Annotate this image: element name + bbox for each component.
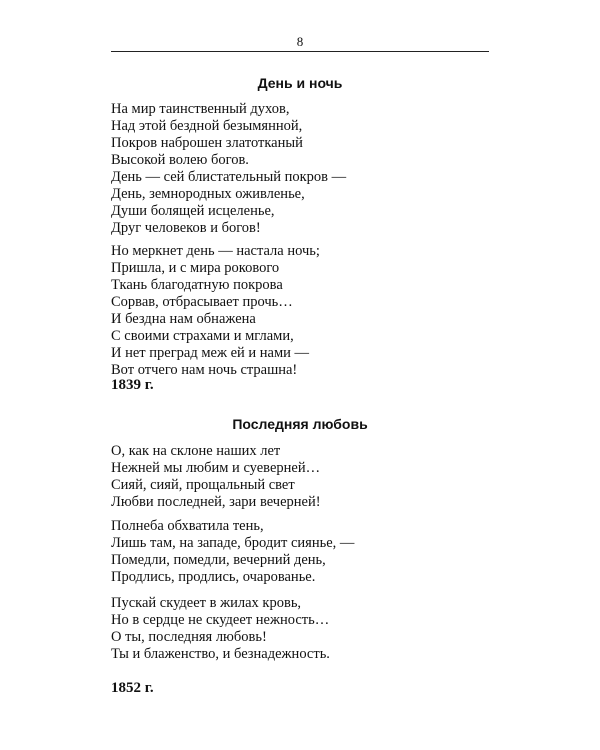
poem-2-stanza-2 [111,518,354,586]
poem-1-stanza-1 [111,101,346,237]
poem-line: О, как на склоне наших лет [111,443,281,459]
poem-line: И нет преград меж ей и нами — [111,345,310,361]
poem-line: И бездна нам обнажена [111,311,256,327]
page-number: 8 [296,34,304,49]
poem-line: С своими страхами и мглами, [111,328,294,344]
poem-line: О ты, последняя любовь! [111,629,267,645]
poem-line: День — сей блистательный покров — [111,169,347,185]
poem-2-stanza-1 [111,443,321,511]
header-rule [111,51,489,52]
poem-line: Но в сердце не скудеет нежность… [111,612,330,628]
poem-line: Продлись, продлись, очарованье. [111,569,316,585]
poem-line: На мир таинственный духов, [111,101,290,117]
poem-2-stanza-3 [111,595,330,663]
poem-line: Пускай скудеет в жилах кровь, [111,595,302,611]
poem-title-last-love: Последняя любовь [232,416,368,432]
poem-line: Помедли, помедли, вечерний день, [111,552,326,568]
poem-line: Ткань благодатную покрова [111,277,283,293]
poem-line: Души болящей исцеленье, [111,203,275,219]
poem-line: Нежней мы любим и суеверней… [111,460,321,476]
poem-line: Сияй, сияй, прощальный свет [111,477,295,493]
poem-2-year: 1852 г. [111,680,154,696]
poem-line: Любви последней, зари вечерней! [111,494,321,510]
poem-line: Над этой бездной безымянной, [111,118,303,134]
poem-line: Высокой волею богов. [111,152,249,168]
poem-line: Друг человеков и богов! [111,220,261,236]
poem-line: Пришла, и с мира рокового [111,260,280,276]
poem-line: Вот отчего нам ночь страшна! [111,362,298,378]
poem-line: Покров наброшен златотканый [111,135,303,151]
poem-line: Сорвав, отбрасывает прочь… [111,294,293,310]
poem-line: Полнеба обхватила тень, [111,518,264,534]
poem-line: Ты и блаженство, и безнадежность. [111,646,330,662]
poem-line: Лишь там, на западе, бродит сиянье, — [111,535,355,551]
poem-line: Но меркнет день — настала ночь; [111,243,320,259]
poem-1-stanza-2 [111,243,320,379]
poem-title-day-and-night: День и ночь [257,75,343,91]
poem-line: День, земнородных оживленье, [111,186,305,202]
poem-1-year: 1839 г. [111,377,154,393]
